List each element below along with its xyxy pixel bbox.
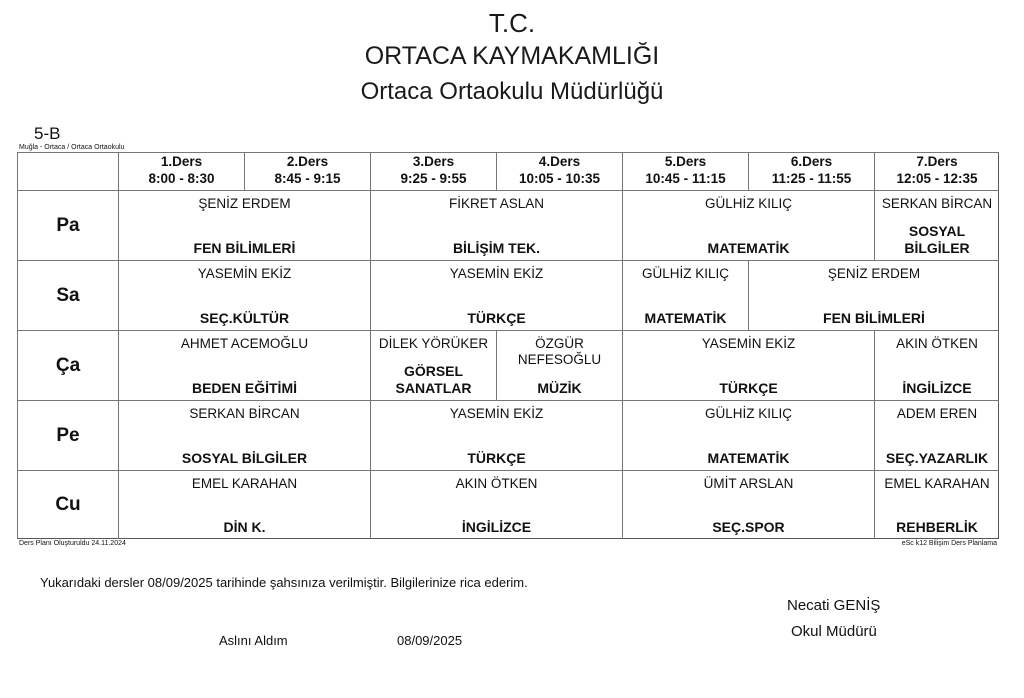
period-time: 11:25 - 11:55	[771, 171, 852, 186]
period-time: 8:45 - 9:15	[274, 171, 341, 186]
teacher-name: SERKAN BİRCAN	[189, 406, 300, 421]
teacher-name: ÜMİT ARSLAN	[703, 476, 794, 491]
subject-name: BEDEN EĞİTİMİ	[191, 380, 297, 396]
lesson-cell	[370, 470, 622, 539]
lesson-cell	[622, 260, 748, 330]
subject-name: TÜRKÇE	[467, 450, 526, 466]
subject-name: SEÇ.YAZARLIK	[885, 450, 989, 466]
lesson-cell	[118, 400, 370, 470]
header-district: ORTACA KAYMAKAMLIĞI	[364, 42, 660, 70]
subject-name: SOSYAL BİLGİLER	[904, 223, 970, 256]
period-time: 9:25 - 9:55	[400, 171, 467, 186]
header-tc: T.C.	[488, 8, 536, 38]
subject-name: FEN BİLİMLERİ	[823, 310, 925, 326]
teacher-name: SERKAN BİRCAN	[881, 196, 993, 211]
lesson-cell	[874, 470, 999, 539]
period-time: 10:45 - 11:15	[645, 171, 726, 186]
principal-title: Okul Müdürü	[791, 623, 877, 640]
subject-name: REHBERLİK	[896, 519, 978, 535]
period-name: 3.Ders	[412, 154, 455, 169]
day-label: Cu	[17, 470, 118, 539]
teacher-name: ŞENİZ ERDEM	[198, 196, 291, 211]
subject-name: İNGİLİZCE	[461, 519, 532, 535]
lesson-cell	[118, 330, 370, 400]
period-time: 10:05 - 10:35	[518, 171, 601, 186]
subject-name: SEÇ.KÜLTÜR	[199, 310, 290, 326]
lesson-cell	[622, 470, 874, 539]
lesson-cell	[370, 190, 622, 260]
period-header	[244, 152, 370, 190]
day-label: Pa	[17, 190, 118, 260]
period-header	[370, 152, 496, 190]
principal-name: Necati GENİŞ	[787, 597, 881, 614]
subject-name: GÖRSEL SANATLAR	[395, 363, 472, 396]
period-name: 5.Ders	[664, 154, 707, 169]
subject-name: TÜRKÇE	[467, 310, 526, 326]
teacher-name: GÜLHİZ KILIÇ	[704, 196, 793, 211]
teacher-name: EMEL KARAHAN	[884, 476, 990, 491]
teacher-name: EMEL KARAHAN	[191, 476, 298, 491]
period-time: 8:00 - 8:30	[148, 171, 215, 186]
subject-name: BİLİŞİM TEK.	[452, 240, 541, 256]
lesson-cell	[874, 190, 999, 260]
subject-name: FEN BİLİMLERİ	[193, 240, 296, 256]
teacher-name: YASEMİN EKİZ	[197, 266, 292, 281]
lesson-cell	[748, 260, 999, 330]
lesson-cell	[874, 330, 999, 400]
created-date-label: Ders Planı Oluşturuldu 24.11.2024	[19, 540, 126, 547]
lesson-cell	[118, 260, 370, 330]
notice-text: Yukarıdaki dersler 08/09/2025 tarihinde şahsınıza verilmiştir. Bilgilerinize rica ederim.	[40, 575, 528, 590]
teacher-name: YASEMİN EKİZ	[449, 406, 544, 421]
teacher-name: FİKRET ASLAN	[448, 196, 545, 211]
period-header	[622, 152, 748, 190]
subject-name: SOSYAL BİLGİLER	[181, 450, 308, 466]
subject-name: TÜRKÇE	[719, 380, 778, 396]
subject-name: MÜZİK	[537, 380, 582, 396]
header-school: Ortaca Ortaokulu Müdürlüğü	[360, 78, 664, 105]
timetable	[17, 152, 999, 539]
period-name: 7.Ders	[916, 154, 958, 169]
teacher-name: ŞENİZ ERDEM	[827, 266, 921, 281]
teacher-name: AHMET ACEMOĞLU	[180, 336, 309, 351]
period-name: 1.Ders	[160, 154, 203, 169]
location-label: Muğla - Ortaca / Ortaca Ortaokulu	[19, 144, 125, 151]
subject-name: MATEMATİK	[707, 240, 790, 256]
received-date: 08/09/2025	[397, 633, 463, 648]
teacher-name: ÖZGÜR NEFESOĞLU	[517, 336, 602, 367]
period-header	[118, 152, 244, 190]
teacher-name: DİLEK YÖRÜKER	[378, 336, 489, 351]
corner-cell	[17, 152, 118, 190]
lesson-cell	[370, 330, 496, 400]
subject-name: SEÇ.SPOR	[712, 519, 785, 535]
software-label: eSc k12 Bilişim Ders Planlama	[901, 540, 997, 547]
day-label: Pe	[17, 400, 118, 470]
period-name: 4.Ders	[538, 154, 581, 169]
period-header	[748, 152, 874, 190]
subject-name: MATEMATİK	[644, 310, 727, 326]
period-name: 6.Ders	[790, 154, 833, 169]
subject-name: İNGİLİZCE	[902, 380, 972, 396]
period-time: 12:05 - 12:35	[896, 171, 978, 186]
day-label: Sa	[17, 260, 118, 330]
subject-name: DİN K.	[223, 519, 266, 535]
lesson-cell	[118, 190, 370, 260]
lesson-cell	[874, 400, 999, 470]
day-label: Ça	[17, 330, 118, 400]
period-name: 2.Ders	[286, 154, 329, 169]
lesson-cell	[622, 400, 874, 470]
period-header	[874, 152, 999, 190]
lesson-cell	[622, 190, 874, 260]
teacher-name: GÜLHİZ KILIÇ	[704, 406, 793, 421]
lesson-cell	[370, 400, 622, 470]
teacher-name: AKIN ÖTKEN	[896, 336, 978, 351]
teacher-name: GÜLHİZ KILIÇ	[641, 266, 730, 281]
received-label: Aslını Aldım	[219, 633, 288, 648]
lesson-cell	[496, 330, 622, 400]
period-header	[496, 152, 622, 190]
lesson-cell	[622, 330, 874, 400]
teacher-name: ADEM EREN	[896, 406, 978, 421]
teacher-name: YASEMİN EKİZ	[701, 336, 796, 351]
teacher-name: YASEMİN EKİZ	[449, 266, 544, 281]
teacher-name: AKIN ÖTKEN	[455, 476, 538, 491]
class-name: 5-B	[34, 124, 61, 143]
lesson-cell	[118, 470, 370, 539]
lesson-cell	[370, 260, 622, 330]
subject-name: MATEMATİK	[707, 450, 790, 466]
